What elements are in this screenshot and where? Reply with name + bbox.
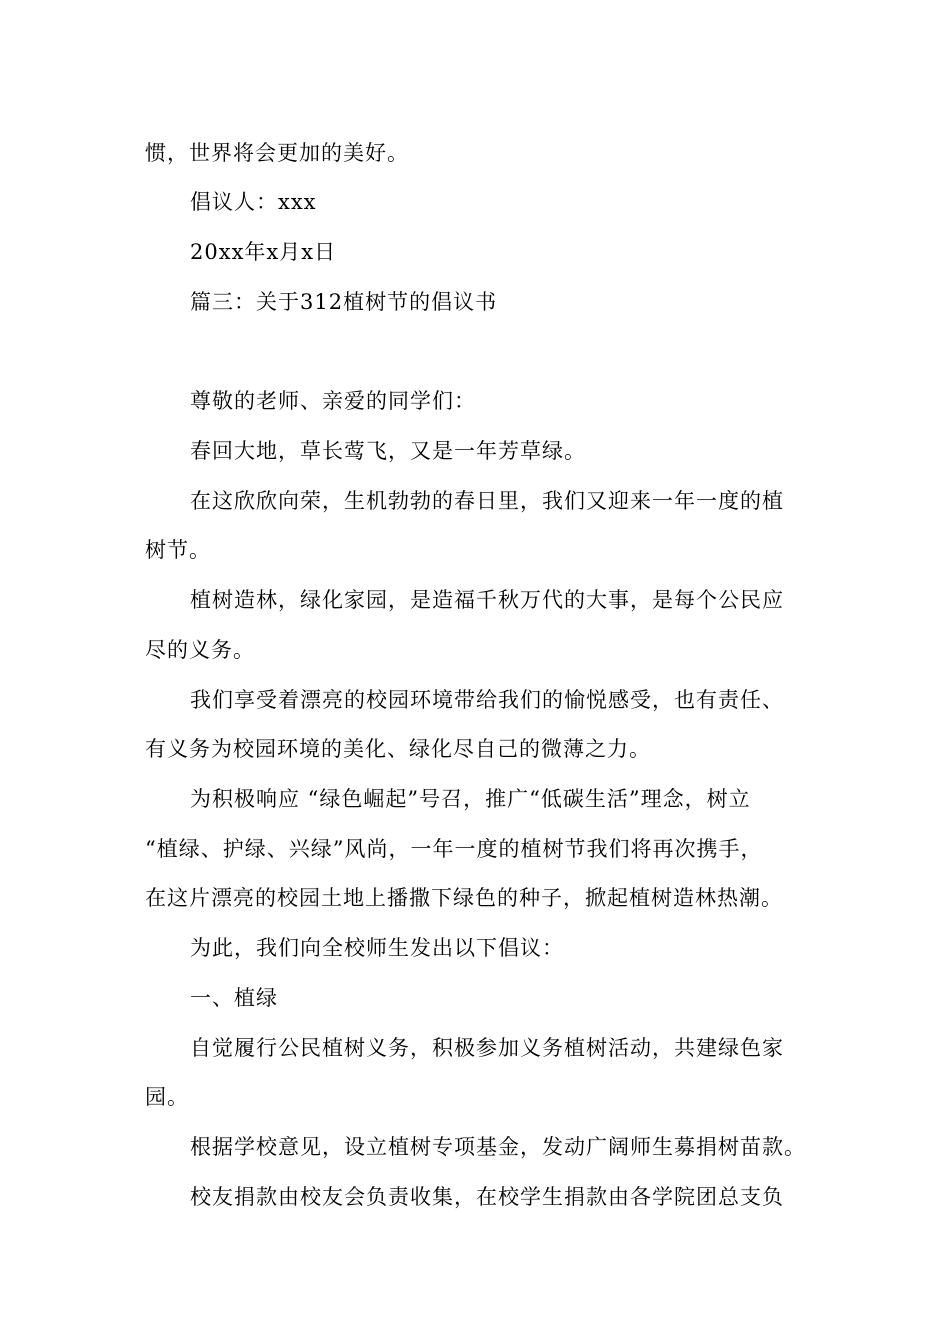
paragraph-line: 植树造林，绿化家园，是造福千秋万代的大事，是每个公民应 — [190, 588, 784, 612]
paragraph-line: 校友捐款由校友会负责收集，在校学生捐款由各学院团总支负 — [190, 1185, 784, 1209]
paragraph-line: 春回大地，草长莺飞，又是一年芳草绿。 — [190, 439, 586, 463]
section-title: 篇三：关于312植树节的倡议书 — [190, 290, 498, 314]
paragraph-line: 尽的义务。 — [145, 638, 255, 662]
paragraph-line: 有义务为校园环境的美化、绿化尽自己的微薄之力。 — [145, 737, 651, 761]
paragraph-line: 园。 — [145, 1085, 189, 1109]
paragraph-line: 根据学校意见，设立植树专项基金，发动广阔师生募捐树苗款。 — [190, 1135, 806, 1159]
paragraph-line: 惯，世界将会更加的美好。 — [145, 141, 409, 165]
paragraph-line: 树节。 — [145, 538, 211, 562]
paragraph-line: 为此，我们向全校师生发出以下倡议： — [190, 936, 564, 960]
paragraph-line: 自觉履行公民植树义务，积极参加义务植树活动，共建绿色家 — [190, 1036, 784, 1060]
paragraph-line: 为积极响应 “绿色崛起”号召，推广“低碳生活”理念，树立 — [190, 787, 751, 811]
paragraph-line: “植绿、护绿、兴绿”风尚，一年一度的植树节我们将再次携手， — [145, 837, 763, 861]
signatory-line: 倡议人：xxx — [190, 190, 317, 214]
paragraph-line: 在这欣欣向荣，生机勃勃的春日里，我们又迎来一年一度的植 — [190, 489, 784, 513]
date-line: 20xx年x月x日 — [190, 240, 337, 264]
subheading-line: 一、植绿 — [190, 986, 278, 1010]
paragraph-line: 在这片漂亮的校园土地上播撒下绿色的种子，掀起植树造林热潮。 — [145, 886, 783, 910]
paragraph-line: 我们享受着漂亮的校园环境带给我们的愉悦感受，也有责任、 — [190, 688, 784, 712]
salutation-line: 尊敬的老师、亲爱的同学们： — [190, 389, 476, 413]
